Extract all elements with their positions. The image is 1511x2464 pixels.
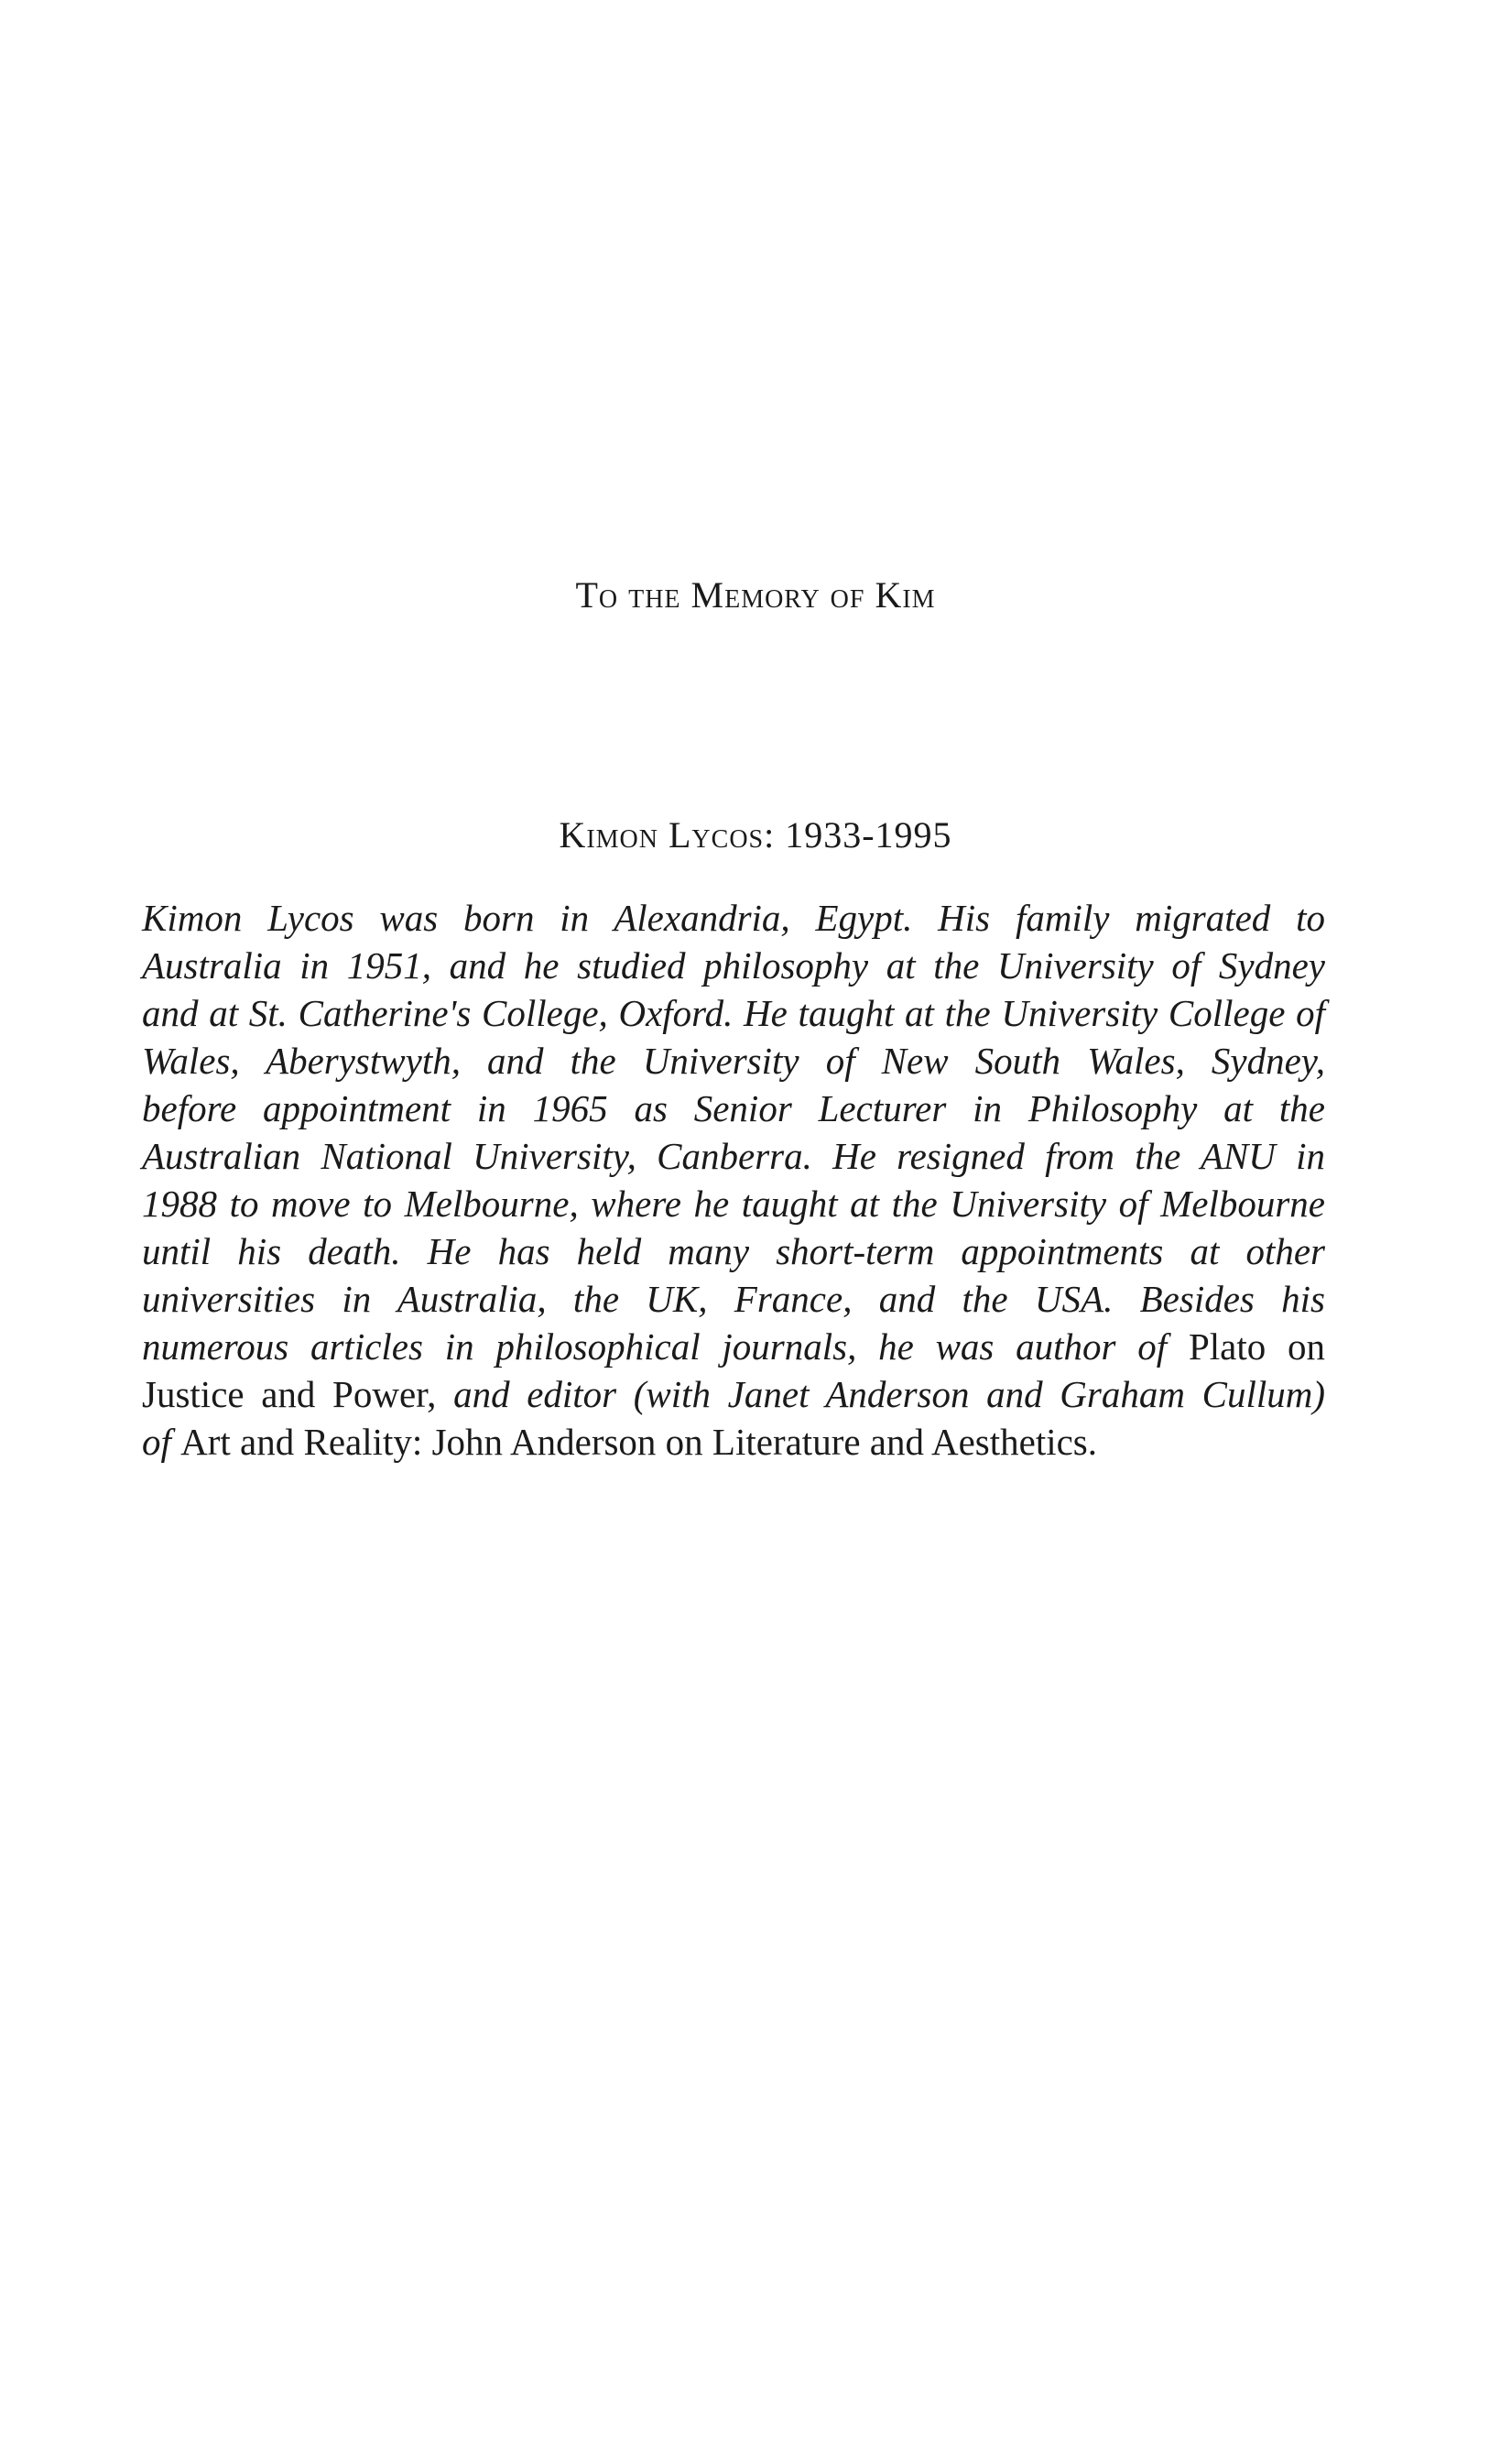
biography-line bbox=[142, 942, 1325, 989]
italic-text: Australian National University, Canberra. He resigned from the ANU in bbox=[142, 1135, 1325, 1177]
italic-text: of bbox=[142, 1421, 181, 1463]
biography-line bbox=[142, 1370, 1325, 1418]
italic-text: 1988 to move to Melbourne, where he taught at the University of Melbourne bbox=[142, 1183, 1325, 1225]
italic-text: and at St. Catherine's College, Oxford. He taught at the University College of bbox=[142, 992, 1325, 1034]
biography-heading: Kimon Lycos: 1933-1995 bbox=[559, 814, 952, 856]
italic-text: before appointment in 1965 as Senior Lecturer in Philosophy at the bbox=[142, 1087, 1325, 1129]
title-text: Art and Reality: John Anderson on Literature and Aesthetics. bbox=[180, 1421, 1098, 1463]
title-text: Plato on bbox=[1188, 1325, 1325, 1368]
italic-text: and editor (with Janet Anderson and Graham Cullum) bbox=[453, 1373, 1325, 1415]
italic-text: until his death. He has held many short-term appointments at other bbox=[142, 1230, 1325, 1272]
biography-line bbox=[142, 1085, 1325, 1132]
italic-text: Wales, Aberystwyth, and the University of New South Wales, Sydney, bbox=[142, 1040, 1325, 1082]
title-text: Justice and Power, bbox=[142, 1373, 454, 1415]
biography-line bbox=[142, 1227, 1325, 1275]
biography-line bbox=[142, 1132, 1325, 1180]
italic-text: Kimon Lycos was born in Alexandria, Egypt. His family migrated to bbox=[142, 897, 1325, 939]
biography-line bbox=[142, 1323, 1325, 1370]
italic-text: Australia in 1951, and he studied philosophy at the University of Sydney bbox=[142, 944, 1325, 987]
italic-text: numerous articles in philosophical journals, he was author of bbox=[142, 1325, 1189, 1368]
italic-text: universities in Australia, the UK, France, and the USA. Besides his bbox=[142, 1278, 1325, 1320]
biography-line bbox=[142, 1037, 1325, 1085]
biography-line bbox=[142, 1418, 1325, 1466]
dedication-heading: To the Memory of Kim bbox=[575, 574, 936, 616]
biography-paragraph bbox=[142, 894, 1325, 1466]
biography-line bbox=[142, 1180, 1325, 1227]
biography-line bbox=[142, 894, 1325, 942]
biography-line bbox=[142, 1275, 1325, 1323]
biography-line bbox=[142, 989, 1325, 1037]
